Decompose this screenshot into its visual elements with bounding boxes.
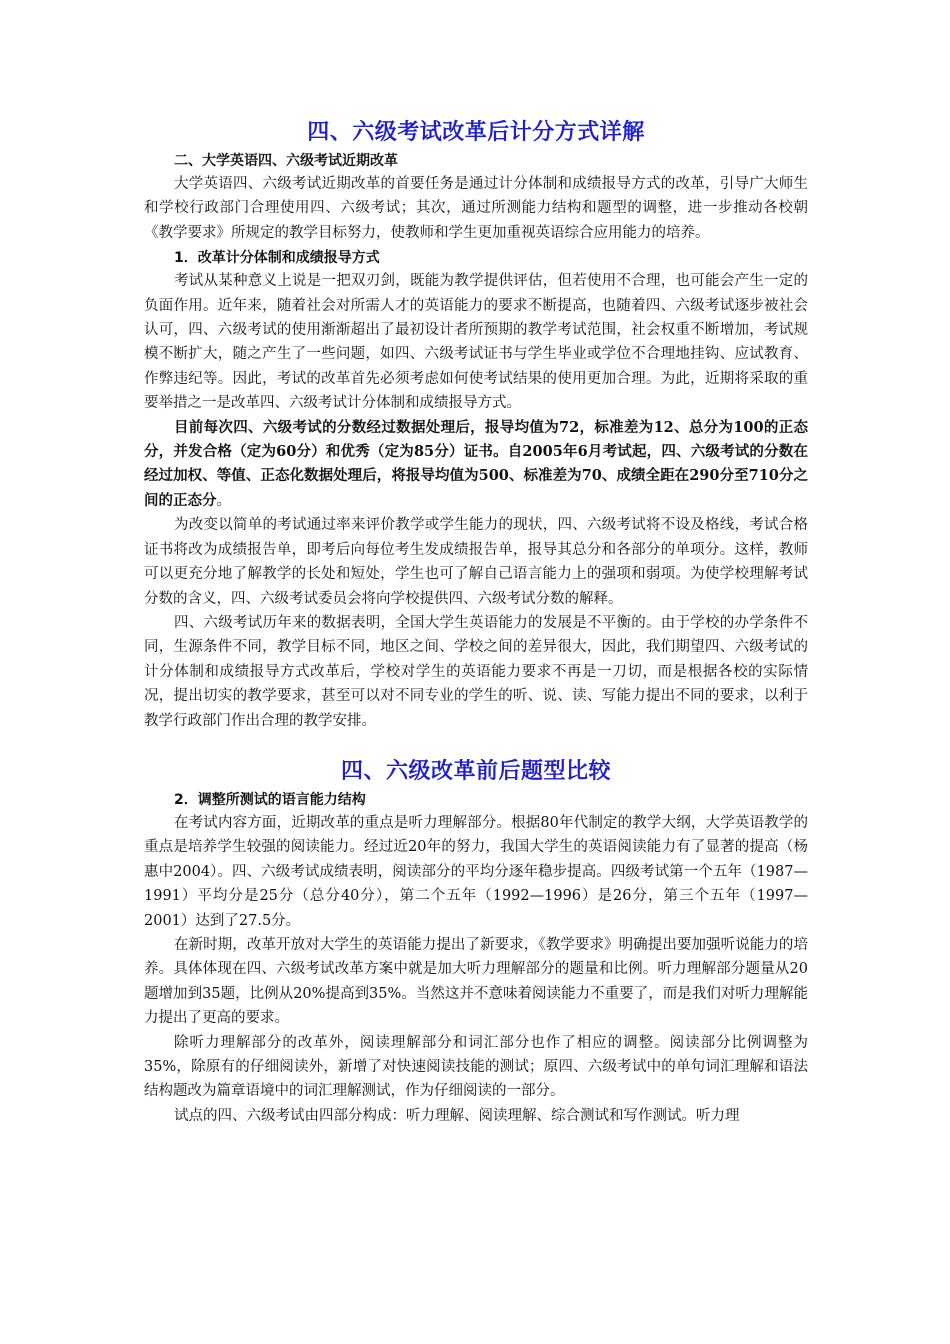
paragraph-no-pass-line: 为改变以简单的考试通过率来评价教学或学生能力的现状，四、六级考试将不设及格线，考试合格证书将改为成绩报告单，即考后向每位考生发成绩报告单，报导其总分和各部分的单项分。这样，教师可以更充分地了解教学的长处和短处，学生也可了解自己语言能力上的强项和弱项。为使学校理解考试分数的含义，四、六级考试委员会将向学校提供四、六级考试分数的解释。	[144, 517, 808, 607]
document-title: 四、六级考试改革后计分方式详解	[307, 120, 645, 145]
document-page	[144, 118, 808, 1128]
paragraph-reading-vocabulary: 除听力理解部分的改革外，阅读理解部分和词汇部分也作了相应的调整。阅读部分比例调整为35%，除原有的仔细阅读外，新增了对快速阅读技能的测试；原四、六级考试中的单句词汇理解和语法结构题改为篇章语境中的词汇理解测试，作为仔细阅读的一部分。	[144, 1034, 808, 1100]
paragraph-uneven-development: 四、六级考试历年来的数据表明，全国大学生英语能力的发展是不平衡的。由于学校的办学条件不同，生源条件不同，教学目标不同，地区之间、学校之间的差异很大，因此，我们期望四、六级考试的计分体制和成绩报导方式改革后，学校对学生的英语能力要求不再是一刀切，而是根据各校的实际情况，提出切实的教学要求，甚至可以对不同专业的学生的听、说、读、写能力提出不同的要求，以利于教学行政部门作出合理的教学安排。	[144, 614, 808, 729]
comparison-title: 四、六级改革前后题型比较	[340, 758, 611, 784]
subsection-heading-scoring: 1．改革计分体制和成绩报导方式	[174, 250, 380, 267]
paragraph-scoring-background: 考试从某种意义上说是一把双刃剑，既能为教学提供评估，但若使用不合理，也可能会产生一定的负面作用。近年来，随着社会对所需人才的英语能力的要求不断提高，也随着四、六级考试逐步被社会认可，四、六级考试的使用渐渐超出了最初设计者所预期的教学考试范围，社会权重不断增加，考试规模不断扩大，随之产生了一些问题，如四、六级考试证书与学生毕业或学位不合理地挂钩、应试教育、作弊违纪等。因此，考试的改革首先必须考虑如何使考试结果的使用更加合理。为此，近期将采取的重要举措之一是改革四、六级考试计分体制和成绩报导方式。	[144, 273, 808, 412]
score-reporting-tail: 。	[216, 492, 231, 509]
score-reporting-bold-text: 目前每次四、六级考试的分数经过数据处理后，报导均值为72，标准差为12、总分为100的正态分，并发合格（定为60分）和优秀（定为85分）证书。自2005年6月考试起，四、六级考试的分数在经过加权、等值、正态化数据处理后，将报导均值为500、标准差为70、成绩全距在290分至710分之间的正态分	[144, 418, 808, 509]
paragraph-new-requirements: 在新时期，改革开放对大学生的英语能力提出了新要求，《教学要求》明确提出要加强听说能力的培养。具体体现在四、六级考试改革方案中就是加大听力理解部分的题量和比例。听力理解部分题量从20题增加到35题，比例从20%提高到35%。当然这并不意味着阅读能力不重要了，而是我们对听力理解能力提出了更高的要求。	[144, 936, 808, 1027]
subsection-heading-ability-structure: 2．调整所测试的语言能力结构	[174, 791, 366, 808]
paragraph-listening-focus: 在考试内容方面，近期改革的重点是听力理解部分。根据80年代制定的教学大纲，大学英语教学的重点是培养学生较强的阅读能力。经过近20年的努力，我国大学生的英语阅读能力有了显著的提高（杨惠中2004）。四、六级考试成绩表明，阅读部分的平均分逐年稳步提高。四级考试第一个五年（1987—1991）平均分是25分（总分40分），第二个五年（1992—1996）是26分，第三个五年（1997—2001）达到了27.5分。	[144, 814, 808, 929]
paragraph-intro: 大学英语四、六级考试近期改革的首要任务是通过计分体制和成绩报导方式的改革，引导广大师生和学校行政部门合理使用四、六级考试；其次，通过所测能力结构和题型的调整，进一步推动各校朝《教学要求》所规定的教学目标努力，使教师和学生更加重视英语综合应用能力的培养。	[144, 176, 808, 241]
paragraph-score-reporting	[144, 416, 808, 514]
section-heading-reform: 二、大学英语四、六级考试近期改革	[174, 153, 398, 169]
paragraph-test-structure: 试点的四、六级考试由四部分构成：听力理解、阅读理解、综合测试和写作测试。听力理	[174, 1107, 740, 1124]
